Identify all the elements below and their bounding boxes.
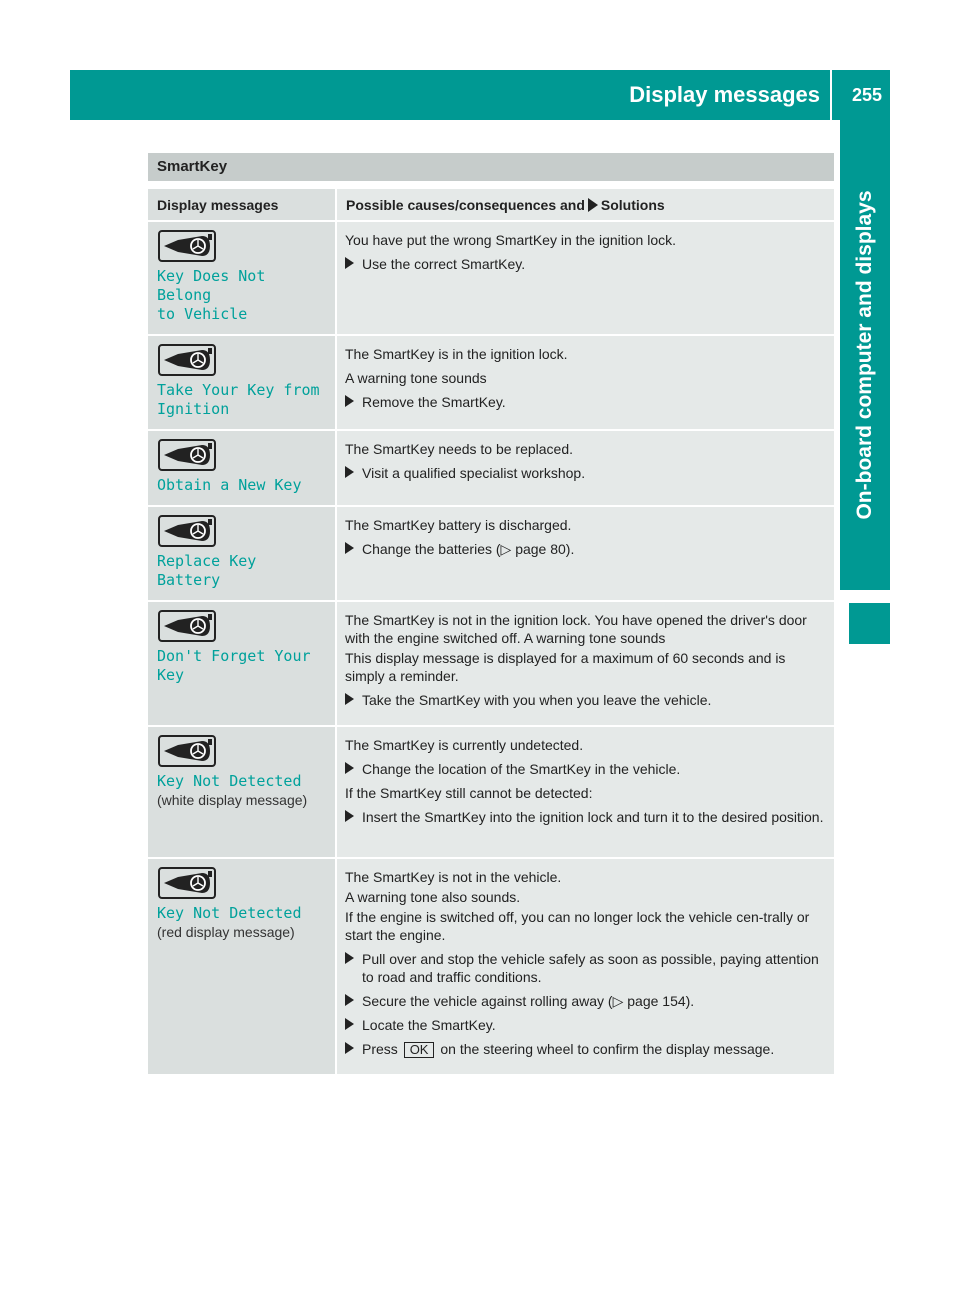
arrow-icon	[345, 994, 354, 1006]
column-header-solutions	[336, 189, 834, 221]
display-message: Key Not Detected	[157, 904, 302, 922]
arrow-icon	[345, 1042, 354, 1054]
arrow-icon	[345, 395, 354, 407]
display-message: Key Not Detected	[157, 772, 302, 790]
message-note: (red display message)	[157, 924, 295, 940]
side-tab-label: On-board computer and displays	[853, 190, 876, 520]
message-cell	[148, 858, 336, 1075]
arrow-icon	[345, 762, 354, 774]
smartkey-icon	[158, 867, 216, 899]
solution-cell	[336, 858, 834, 1075]
page-ref-icon: ▷	[612, 993, 624, 1009]
cause-text: A warning tone sounds	[345, 370, 487, 386]
column-header-causes: Possible causes/consequences and	[346, 197, 585, 213]
solution-cell	[336, 430, 834, 506]
message-cell	[148, 335, 336, 430]
solution-step	[345, 1040, 826, 1058]
header-separator	[830, 70, 832, 120]
step-text: Locate the SmartKey.	[362, 1017, 496, 1033]
arrow-icon	[588, 198, 598, 212]
cause-text: The SmartKey is not in the ignition lock. You have opened the driver's door with the engine switched off. A warning tone sounds	[345, 612, 807, 646]
step-text: on the steering wheel to confirm the display message.	[436, 1041, 775, 1057]
step-text: Remove the SmartKey.	[362, 394, 506, 410]
step-text: Secure the vehicle against rolling away (	[362, 993, 613, 1009]
column-header-messages: Display messages	[148, 189, 336, 221]
solution-step	[345, 808, 826, 826]
smartkey-icon	[158, 344, 216, 376]
ok-button-icon: OK	[404, 1042, 435, 1058]
cause-text: The SmartKey battery is discharged.	[345, 517, 572, 533]
arrow-icon	[345, 257, 354, 269]
messages-table	[148, 189, 834, 1076]
smartkey-icon	[158, 735, 216, 767]
arrow-icon	[345, 1018, 354, 1030]
page-ref-text[interactable]: page 80).	[511, 541, 575, 557]
solution-cell	[336, 221, 834, 335]
cause-text: The SmartKey needs to be replaced.	[345, 441, 574, 457]
smartkey-icon	[158, 439, 216, 471]
cause-text: You have put the wrong SmartKey in the ignition lock.	[345, 232, 677, 248]
page-ref-icon: ▷	[500, 541, 512, 557]
solution-cell	[336, 601, 834, 726]
solution-step	[345, 760, 826, 778]
table-row	[148, 335, 834, 430]
step-text: Change the batteries (	[362, 541, 501, 557]
solution-cell	[336, 335, 834, 430]
smartkey-icon	[158, 515, 216, 547]
cause-text: The SmartKey is in the ignition lock.	[345, 346, 568, 362]
arrow-icon	[345, 466, 354, 478]
display-message: Take Your Key from Ignition	[157, 381, 320, 418]
table-row	[148, 601, 834, 726]
solution-step	[345, 950, 826, 986]
page-ref-text[interactable]: page 154).	[623, 993, 695, 1009]
solution-step	[345, 1016, 826, 1034]
side-marker	[849, 603, 890, 644]
table-row	[148, 221, 834, 335]
solution-step	[345, 393, 826, 411]
step-text: Insert the SmartKey into the ignition lock and turn it to the desired position.	[362, 809, 824, 825]
page-number: 255	[851, 85, 882, 105]
header-bar	[70, 70, 890, 120]
table-row	[148, 858, 834, 1075]
column-header-solutions-label: Solutions	[600, 197, 665, 213]
message-cell	[148, 506, 336, 601]
display-message: Replace Key Battery	[157, 552, 266, 589]
header-title: Display messages	[629, 82, 820, 107]
table-row	[148, 506, 834, 601]
display-message: Don't Forget Your Key	[157, 647, 311, 684]
solution-step	[345, 691, 826, 709]
cause-text: A warning tone also sounds.	[345, 889, 521, 905]
solution-step	[345, 464, 826, 482]
display-message: Obtain a New Key	[157, 476, 302, 494]
cause-text: If the engine is switched off, you can no longer lock the vehicle cen-trally or start the engine.	[345, 909, 810, 943]
message-cell	[148, 726, 336, 858]
step-text: Pull over and stop the vehicle safely as soon as possible, paying attention to road and traffic conditions.	[362, 951, 819, 985]
table-row	[148, 430, 834, 506]
table-row	[148, 726, 834, 858]
step-text: Change the location of the SmartKey in the vehicle.	[362, 761, 681, 777]
arrow-icon	[345, 810, 354, 822]
smartkey-icon	[158, 610, 216, 642]
cause-text: The SmartKey is currently undetected.	[345, 737, 584, 753]
display-message: Key Does Not Belong to Vehicle	[157, 267, 266, 323]
arrow-icon	[345, 693, 354, 705]
solution-step	[345, 992, 826, 1010]
step-text: Press	[362, 1041, 402, 1057]
cause-text: This display message is displayed for a maximum of 60 seconds and is simply a reminder.	[345, 650, 786, 684]
message-cell	[148, 601, 336, 726]
cause-text: The SmartKey is not in the vehicle.	[345, 869, 562, 885]
message-note: (white display message)	[157, 792, 308, 808]
section-title: SmartKey	[148, 153, 834, 181]
smartkey-icon	[158, 230, 216, 262]
arrow-icon	[345, 952, 354, 964]
step-text: Visit a qualified specialist workshop.	[362, 465, 586, 481]
solution-cell	[336, 506, 834, 601]
solution-cell	[336, 726, 834, 858]
step-text: Take the SmartKey with you when you leave the vehicle.	[362, 692, 712, 708]
step-text: Use the correct SmartKey.	[362, 256, 526, 272]
solution-step	[345, 255, 826, 273]
cause-text: If the SmartKey still cannot be detected:	[345, 785, 593, 801]
message-cell	[148, 221, 336, 335]
message-cell	[148, 430, 336, 506]
solution-step	[345, 540, 826, 558]
arrow-icon	[345, 542, 354, 554]
table-header-row	[148, 189, 834, 221]
